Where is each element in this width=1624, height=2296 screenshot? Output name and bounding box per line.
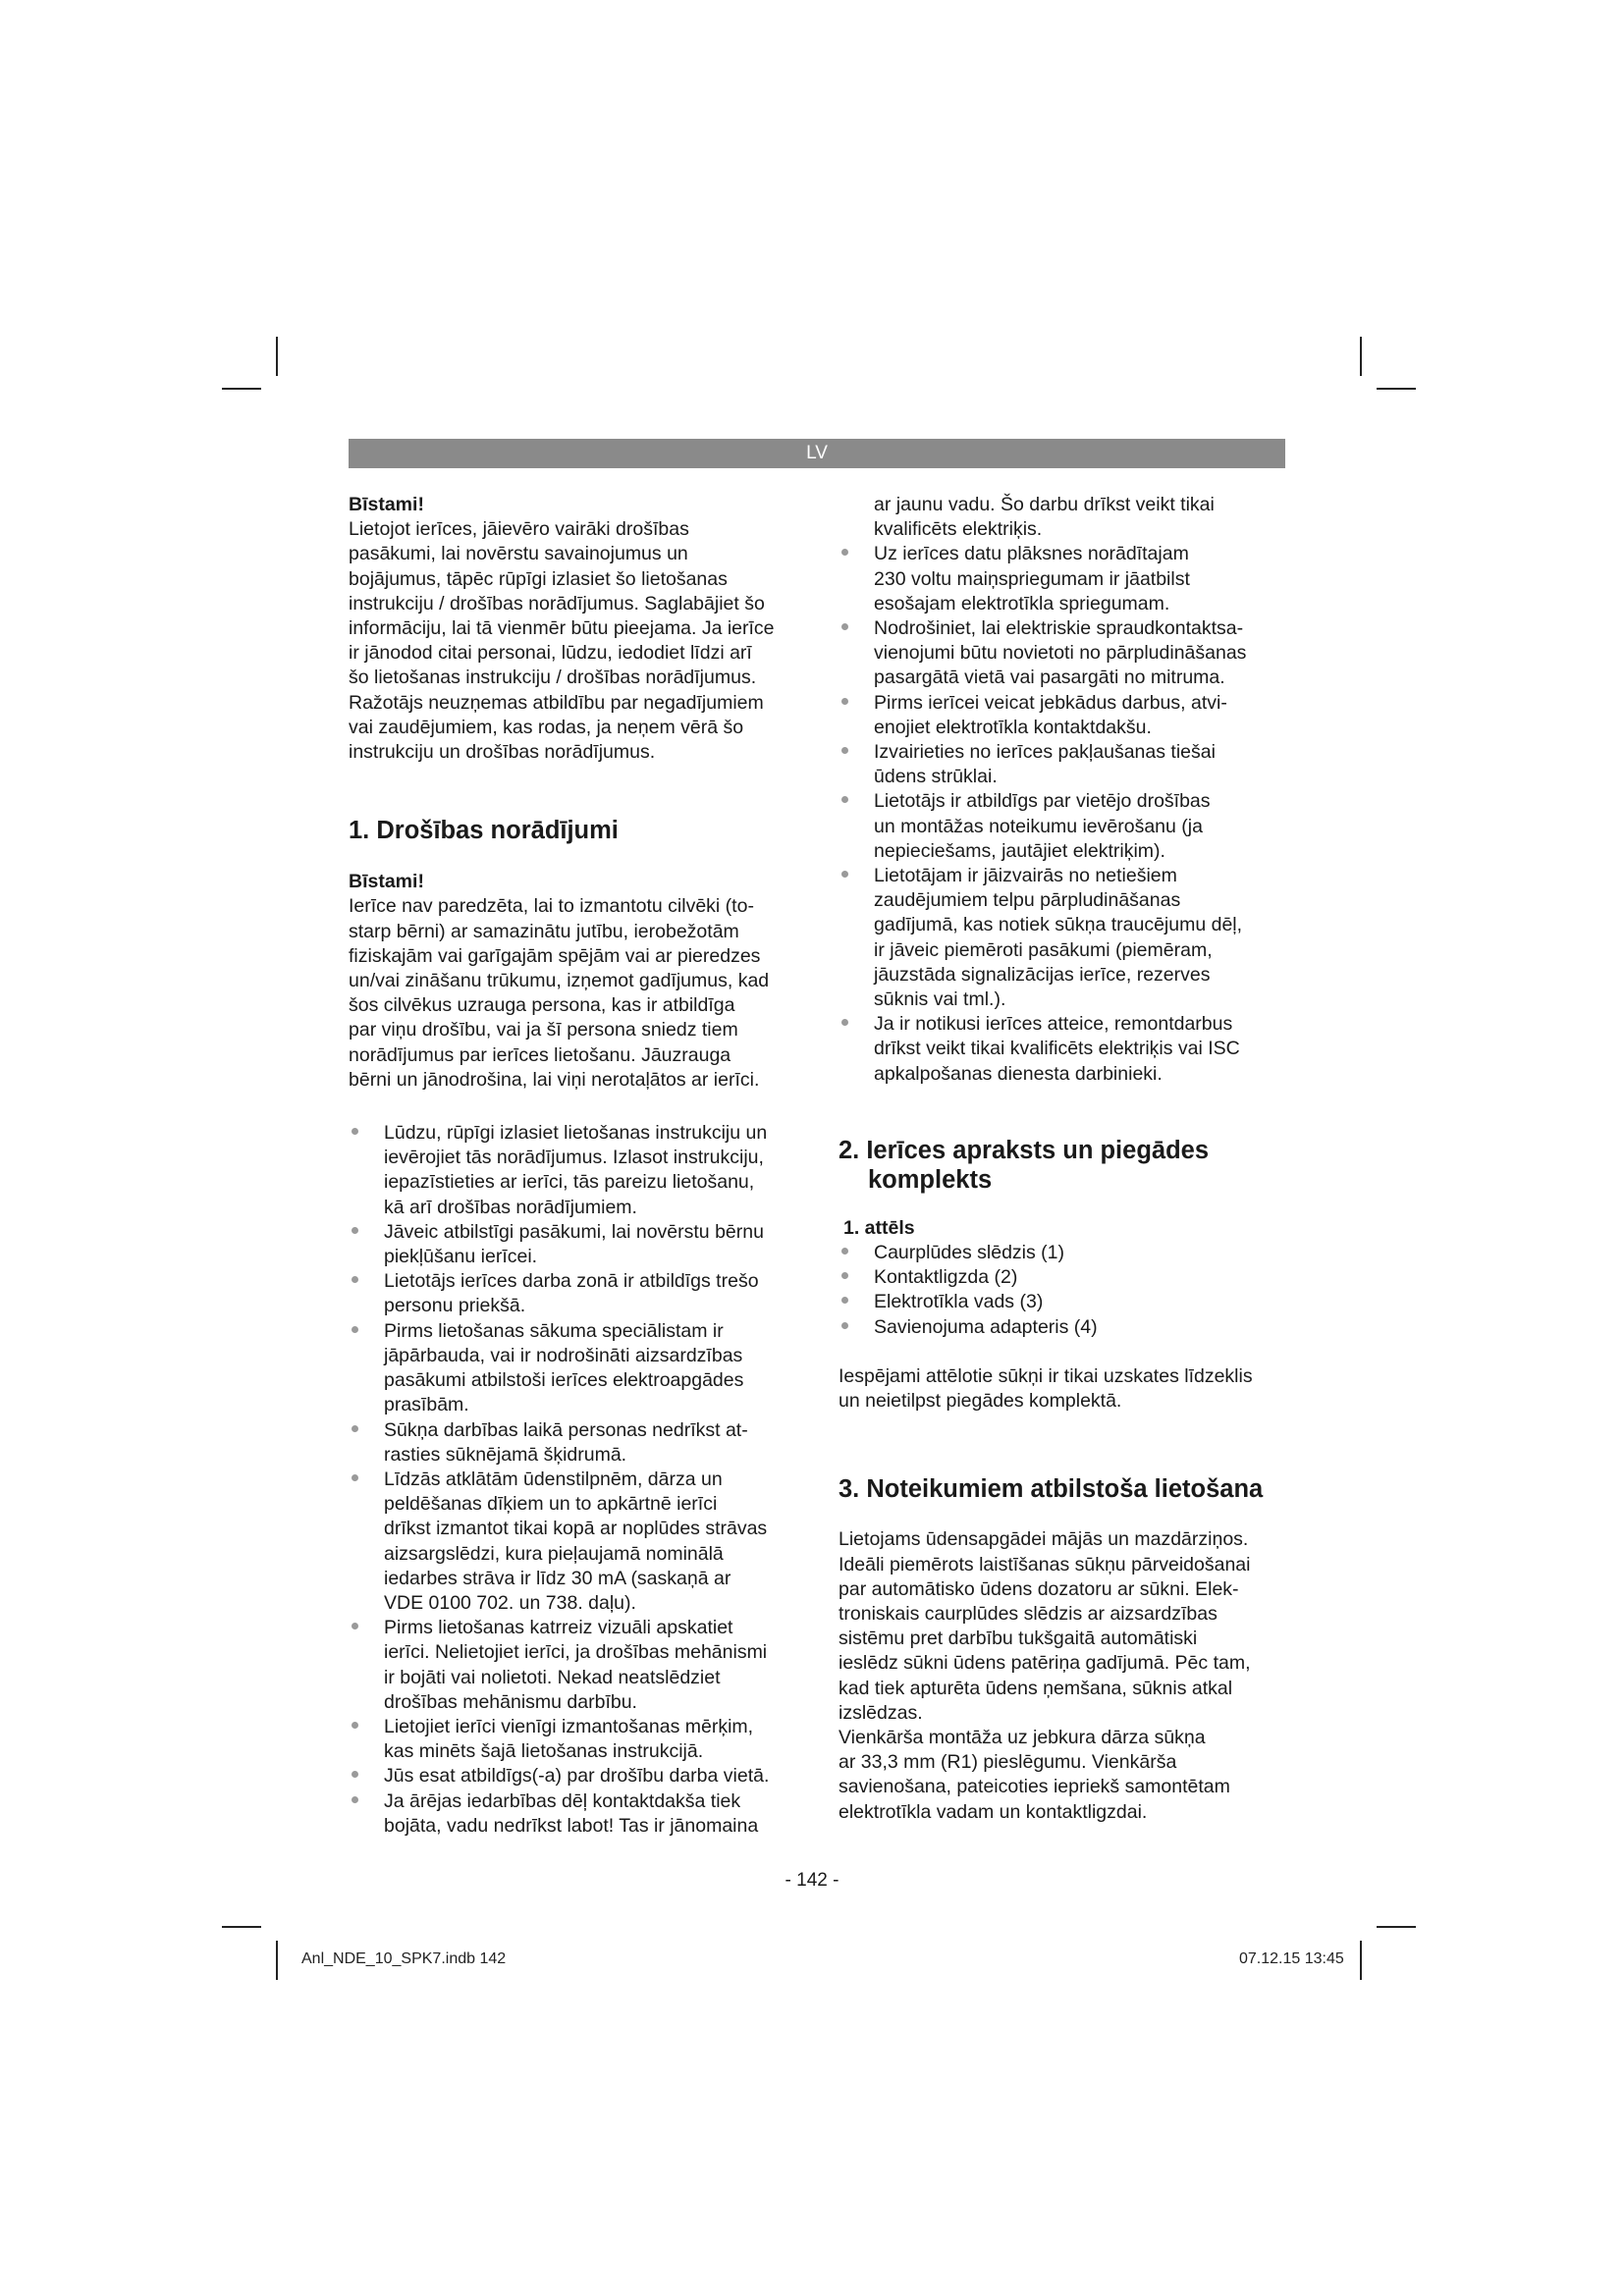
crop-mark: [1377, 388, 1416, 390]
text-line: aizsargslēdzi, kura pieļaujamā nominālā: [384, 1542, 724, 1565]
text-line: iedarbes strāva ir līdz 30 mA (saskaņā ar: [384, 1567, 731, 1589]
text-line: gadījumā, kas notiek sūkņa traucējumu dēļ,: [874, 914, 1243, 936]
text-line: pasākumi atbilstoši ierīces elektroapgādes: [384, 1369, 744, 1392]
list-item: [349, 1715, 800, 1764]
text-line: fiziskajām vai garīgajām spējām vai ar pieredzes: [349, 944, 761, 967]
text-line: savienošana, pateicoties iepriekš samontētam: [839, 1776, 1230, 1798]
text-line: Lietojiet ierīci vienīgi izmantošanas mērķim,: [384, 1715, 754, 1737]
right-column: [839, 493, 1285, 1825]
list-item: [349, 1468, 800, 1616]
text-line: Uz ierīces datu plāksnes norādītajam: [874, 543, 1189, 565]
text-line: drīkst izmantot tikai kopā ar noplūdes strāvas: [384, 1518, 768, 1540]
text-line: vai zaudējumiem, kas rodas, ja neņem vērā šo: [349, 716, 744, 738]
list-item: [839, 1290, 1285, 1314]
text-line: ir jānodod citai personai, lūdzu, iedodiet līdzi arī: [349, 642, 752, 665]
list-item: [839, 864, 1285, 1012]
list-item: [839, 542, 1285, 616]
text-line: pasākumi, lai novērstu savainojumus un: [349, 543, 688, 565]
text-line: Jāveic atbilstīgi pasākumi, lai novērstu bērnu: [384, 1220, 764, 1243]
footer-file-info: Anl_NDE_10_SPK7.indb 142: [301, 1950, 507, 1967]
section-1-title: 1. Drošības norādījumi: [349, 817, 619, 845]
warning-title: Bīstami!: [349, 871, 424, 893]
text-line: Sūkņa darbības laikā personas nedrīkst at-: [384, 1418, 748, 1441]
safety-bullet-list: [839, 542, 1285, 1086]
list-item: [839, 616, 1285, 691]
text-line: Pirms lietošanas sākuma speciālistam ir: [384, 1319, 724, 1342]
text-line: un neietilpst piegādes komplektā.: [839, 1390, 1122, 1413]
crop-mark: [222, 388, 261, 390]
text-line: Lietotājs ierīces darba zonā ir atbildīgs trešo: [384, 1270, 759, 1293]
crop-mark: [1360, 1941, 1362, 1980]
list-item: [349, 1121, 800, 1220]
list-item: [349, 1319, 800, 1418]
list-item: [839, 691, 1285, 740]
text-line: zaudējumiem telpu pārpludināšanas: [874, 889, 1181, 912]
text-line: Caurplūdes slēdzis (1): [874, 1242, 1065, 1264]
text-line: izslēdzas.: [839, 1701, 923, 1724]
list-item: [839, 1241, 1285, 1265]
text-line: Lietotājam ir jāizvairās no netiešiem: [874, 865, 1177, 887]
text-line: ierīci. Nelietojiet ierīci, ja drošības mehānismi: [384, 1641, 768, 1664]
crop-mark: [222, 1926, 261, 1928]
text-line: par viņu drošību, vai ja šī persona sniedz tiem: [349, 1019, 738, 1041]
text-line: elektrotīkla vadam un kontaktligzdai.: [839, 1800, 1148, 1823]
text-line: Vienkārša montāža uz jebkura dārza sūkņa: [839, 1726, 1206, 1748]
text-line: ir jāveic piemēroti pasākumi (piemēram,: [874, 938, 1213, 961]
text-line: ar jaunu vadu. Šo darbu drīkst veikt tikai: [874, 494, 1215, 515]
text-line: Lietotājs ir atbildīgs par vietējo drošības: [874, 790, 1211, 813]
text-line: ar 33,3 mm (R1) pieslēgumu. Vienkārša: [839, 1751, 1177, 1774]
list-item: [349, 1789, 800, 1839]
text-line: Nodrošiniet, lai elektriskie spraudkontaktsa-: [874, 617, 1244, 640]
left-column: [349, 493, 800, 1839]
text-line: Ja ir notikusi ierīces atteice, remontdarbus: [874, 1013, 1233, 1036]
section-2-title: [839, 1136, 1285, 1195]
text-line: šos cilvēkus uzrauga persona, kas ir atbildīga: [349, 994, 735, 1017]
text-line: informāciju, lai tā vienmēr būtu pieejama. Ja ierīce: [349, 617, 775, 640]
text-line: Elektrotīkla vads (3): [874, 1291, 1044, 1313]
text-line: Lietojams ūdensapgādei mājās un mazdārziņos.: [839, 1528, 1249, 1551]
warning-paragraph: [349, 517, 800, 765]
text-line: Pirms ierīcei veicat jebkādus darbus, atvi-: [874, 691, 1227, 714]
list-item: [839, 1265, 1285, 1290]
figure-parts-list: [839, 1241, 1285, 1340]
page-number: - 142 -: [785, 1870, 839, 1891]
figure-label: 1. attēls: [843, 1216, 915, 1239]
language-header-bar: [349, 439, 1285, 468]
text-line: ieslēdz sūkni ūdens patēriņa gadījumā. Pēc tam,: [839, 1652, 1251, 1675]
text-line: peldēšanas dīķiem un to apkārtnē ierīci: [384, 1493, 718, 1516]
text-line: norādījumus par ierīces lietošanu. Jāuzrauga: [349, 1043, 731, 1066]
title-line: komplekts: [868, 1165, 993, 1194]
text-line: Iespējami attēlotie sūkņi ir tikai uzskates līdzeklis: [839, 1364, 1253, 1387]
crop-mark: [1360, 337, 1362, 376]
text-line: Savienojuma adapteris (4): [874, 1315, 1098, 1338]
text-line: personu priekšā.: [384, 1295, 526, 1317]
text-line: ievērojiet tās norādījumus. Izlasot instrukciju,: [384, 1147, 764, 1169]
text-line: bojājumus, tāpēc rūpīgi izlasiet šo lietošanas: [349, 567, 728, 590]
section-3-title: 3. Noteikumiem atbilstoša lietošana: [839, 1475, 1264, 1504]
crop-mark: [276, 337, 278, 376]
title-line: 2. Ierīces apraksts un piegādes: [839, 1136, 1210, 1164]
text-line: Pirms lietošanas katrreiz vizuāli apskatiet: [384, 1617, 733, 1639]
footer-timestamp: 07.12.15 13:45: [1239, 1950, 1344, 1967]
text-line: ūdens strūklai.: [874, 766, 998, 788]
text-line: Izvairieties no ierīces pakļaušanas tiešai: [874, 741, 1216, 764]
text-line: kas minēts šajā lietošanas instrukcijā.: [384, 1740, 704, 1763]
text-line: instrukciju / drošības norādījumus. Saglabājiet šo: [349, 592, 765, 614]
list-item: [349, 1220, 800, 1269]
text-line: bojāta, vadu nedrīkst labot! Tas ir jānomaina: [384, 1814, 759, 1837]
safety-bullet-list: [349, 1121, 800, 1839]
text-line: starp bērni) ar samazinātu jutību, ierobežotām: [349, 920, 739, 942]
text-line: kā arī drošības norādījumiem.: [384, 1196, 637, 1218]
text-line: vienojumi būtu novietoti no pārpludināšanas: [874, 642, 1247, 665]
text-line: Ja ārējas iedarbības dēļ kontaktdakša tiek: [384, 1789, 741, 1812]
text-line: sistēmu pret darbību tukšgaitā automātiski: [839, 1628, 1198, 1650]
text-line: bērni un jānodrošina, lai viņi nerotaļātos ar ierīci.: [349, 1068, 760, 1091]
continued-text: [839, 493, 1285, 542]
text-line: esošajam elektrotīkla spriegumam.: [874, 592, 1170, 614]
text-line: Ideāli piemērots laistīšanas sūkņu pārveidošanai: [839, 1553, 1251, 1575]
text-line: instrukciju un drošības norādījumus.: [349, 741, 656, 764]
list-item: [349, 1764, 800, 1789]
text-line: Lietojot ierīces, jāievēro vairāki drošības: [349, 518, 689, 541]
text-line: enojiet elektrotīkla kontaktdakšu.: [874, 716, 1152, 738]
text-line: Ražotājs neuzņemas atbildību par negadījumiem: [349, 691, 764, 714]
text-line: pasargātā vietā vai pasargāti no mitruma.: [874, 667, 1225, 689]
text-line: kvalificēts elektriķis.: [874, 518, 1043, 541]
text-line: VDE 0100 702. un 738. daļu).: [384, 1591, 636, 1614]
text-line: par automātisko ūdens dozatoru ar sūkni. Elek-: [839, 1577, 1239, 1600]
list-item: [839, 1315, 1285, 1340]
text-line: rasties sūknējamā šķidrumā.: [384, 1443, 627, 1466]
text-line: Jūs esat atbildīgs(-a) par drošību darba vietā.: [384, 1765, 770, 1788]
list-item: [839, 789, 1285, 864]
warning-paragraph: [349, 894, 800, 1093]
text-line: piekļūšanu ierīcei.: [384, 1246, 538, 1268]
list-item: [839, 740, 1285, 789]
text-line: jāpārbauda, vai ir nodrošināti aizsardzības: [384, 1344, 743, 1366]
text-line: Līdzās atklātām ūdenstilpnēm, dārza un: [384, 1468, 723, 1490]
text-line: apkalpošanas dienesta darbinieki.: [874, 1062, 1163, 1085]
text-line: jāuzstāda signalizācijas ierīce, rezerves: [874, 963, 1211, 986]
list-item: [349, 1269, 800, 1318]
list-item: [839, 1012, 1285, 1087]
crop-mark: [276, 1941, 278, 1980]
language-code: LV: [806, 443, 828, 463]
list-item: [349, 1616, 800, 1715]
text-line: nepieciešams, jautājiet elektriķim).: [874, 839, 1165, 862]
text-line: drīkst veikt tikai kvalificēts elektriķis vai ISC: [874, 1038, 1240, 1060]
text-line: 230 voltu maiņspriegumam ir jāatbilst: [874, 567, 1190, 590]
text-line: un montāžas noteikumu ievērošanu (ja: [874, 815, 1203, 837]
text-line: sūknis vai tml.).: [874, 988, 1006, 1011]
text-line: kad tiek apturēta ūdens ņemšana, sūknis atkal: [839, 1677, 1233, 1699]
warning-title: Bīstami!: [349, 494, 424, 515]
text-line: un/vai zināšanu trūkumu, izņemot gadījumus, kad: [349, 970, 770, 992]
text-line: iepazīstieties ar ierīci, tās pareizu lietošanu,: [384, 1171, 755, 1194]
text-line: Lūdzu, rūpīgi izlasiet lietošanas instrukciju un: [384, 1122, 768, 1145]
note-paragraph: [839, 1364, 1285, 1414]
text-line: Ierīce nav paredzēta, lai to izmantotu cilvēki (to-: [349, 895, 754, 918]
text-line: Kontaktligzda (2): [874, 1266, 1018, 1289]
text-line: drošības mehānismu darbību.: [384, 1690, 637, 1713]
text-line: troniskais caurplūdes slēdzis ar aizsardzības: [839, 1602, 1218, 1625]
list-item: [349, 1418, 800, 1468]
text-line: ir bojāti vai nolietoti. Nekad neatslēdziet: [384, 1666, 721, 1688]
crop-mark: [1377, 1926, 1416, 1928]
text-line: prasībām.: [384, 1394, 469, 1416]
text-line: šo lietošanas instrukciju / drošības norādījumus.: [349, 667, 757, 689]
usage-paragraph: [839, 1527, 1285, 1824]
